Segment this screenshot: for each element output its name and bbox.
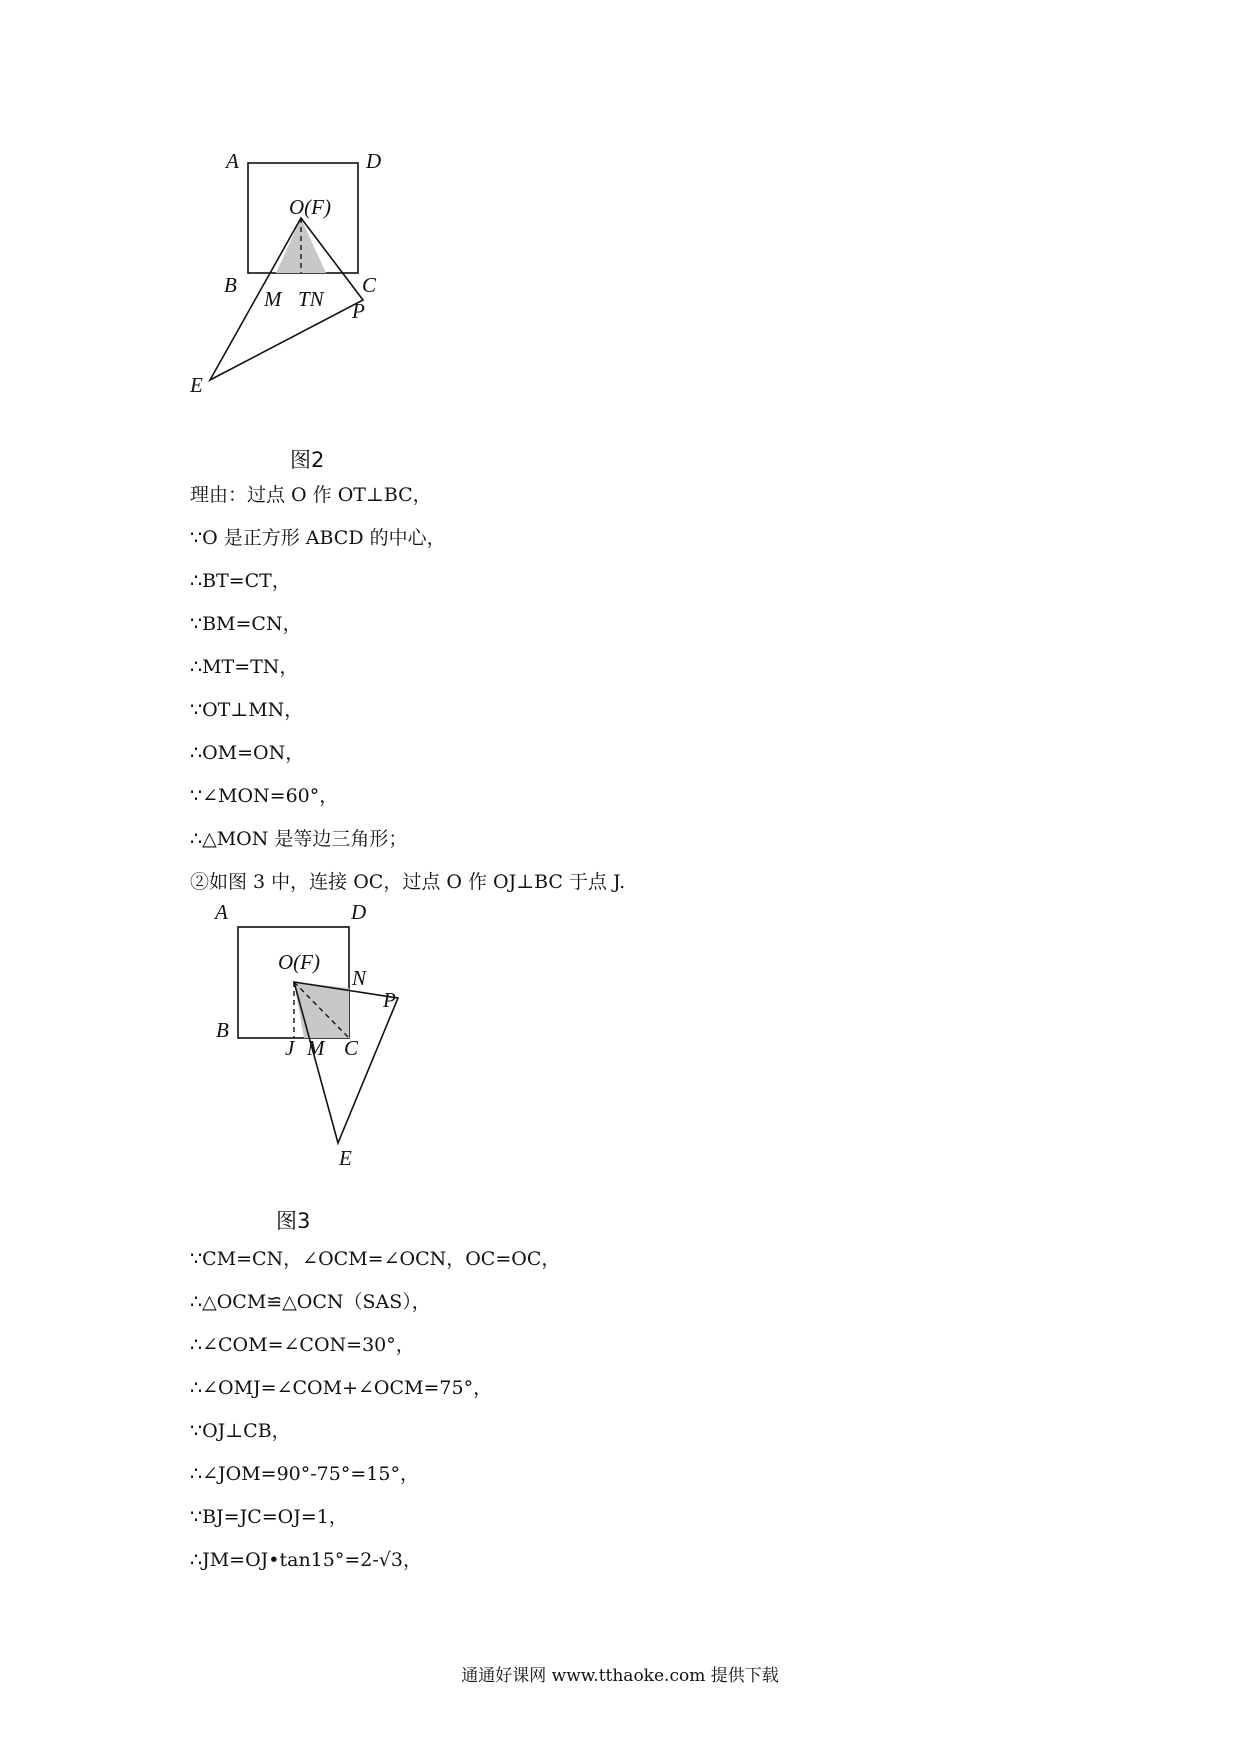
text-line: ∴∠COM=∠CON=30°， (190, 1334, 415, 1356)
label-tn: TN (298, 287, 324, 311)
label-d: D (351, 905, 367, 924)
text-line: ∵BM=CN， (190, 613, 302, 635)
figure-3-diagram (200, 905, 430, 1185)
text-line: ∴△MON 是等边三角形； (190, 828, 408, 850)
label-b: B (224, 273, 237, 297)
label-p: P (352, 299, 365, 323)
text-line: ∴∠JOM=90°-75°=15°， (190, 1463, 419, 1485)
text-line: ∵BJ=JC=OJ=1， (190, 1506, 348, 1528)
figure-2 (180, 140, 440, 410)
text-line: ∴BT=CT， (190, 570, 291, 592)
triangle-fpe (210, 218, 363, 380)
label-m: M (307, 1036, 325, 1060)
label-c: C (344, 1036, 359, 1060)
text-line: ∵OT⊥MN， (190, 699, 304, 721)
text-line: 理由：过点 O 作 OT⊥BC， (190, 484, 432, 506)
text-line: ∴OM=ON， (190, 742, 305, 764)
label-j: J (285, 1036, 295, 1060)
text-line: ∵CM=CN，∠OCM=∠OCN，OC=OC， (190, 1248, 561, 1270)
text-line: ∴MT=TN， (190, 656, 299, 678)
text-line: ∴∠OMJ=∠COM+∠OCM=75°， (190, 1377, 493, 1399)
figure-2-caption: 图2 (290, 448, 325, 472)
label-p: P (383, 988, 396, 1012)
label-a: A (215, 905, 228, 924)
label-e: E (339, 1146, 352, 1170)
footer-source: 通通好课网 www.tthaoke.com 提供下载 (461, 1666, 779, 1686)
figure-3-caption: 图3 (276, 1209, 311, 1233)
text-line: ∵∠MON=60°， (190, 785, 339, 807)
figure-2-diagram (180, 140, 440, 410)
figure-3 (200, 905, 430, 1185)
label-b: B (216, 1018, 229, 1042)
text-line: ∵O 是正方形 ABCD 的中心， (190, 527, 446, 549)
label-n: N (352, 966, 367, 990)
label-c: C (362, 273, 377, 297)
text-line: ②如图 3 中，连接 OC，过点 O 作 OJ⊥BC 于点 J. (190, 871, 626, 893)
text-line: ∵OJ⊥CB， (190, 1420, 291, 1442)
label-d: D (366, 149, 382, 173)
label-m: M (264, 287, 282, 311)
label-e: E (190, 373, 203, 397)
label-a: A (226, 149, 239, 173)
label-o: O(F) (289, 195, 331, 219)
text-line: ∴△OCM≌△OCN（SAS）， (190, 1291, 431, 1313)
label-o: O(F) (278, 950, 320, 974)
text-line: ∴JM=OJ•tan15°=2-√3， (190, 1549, 422, 1571)
